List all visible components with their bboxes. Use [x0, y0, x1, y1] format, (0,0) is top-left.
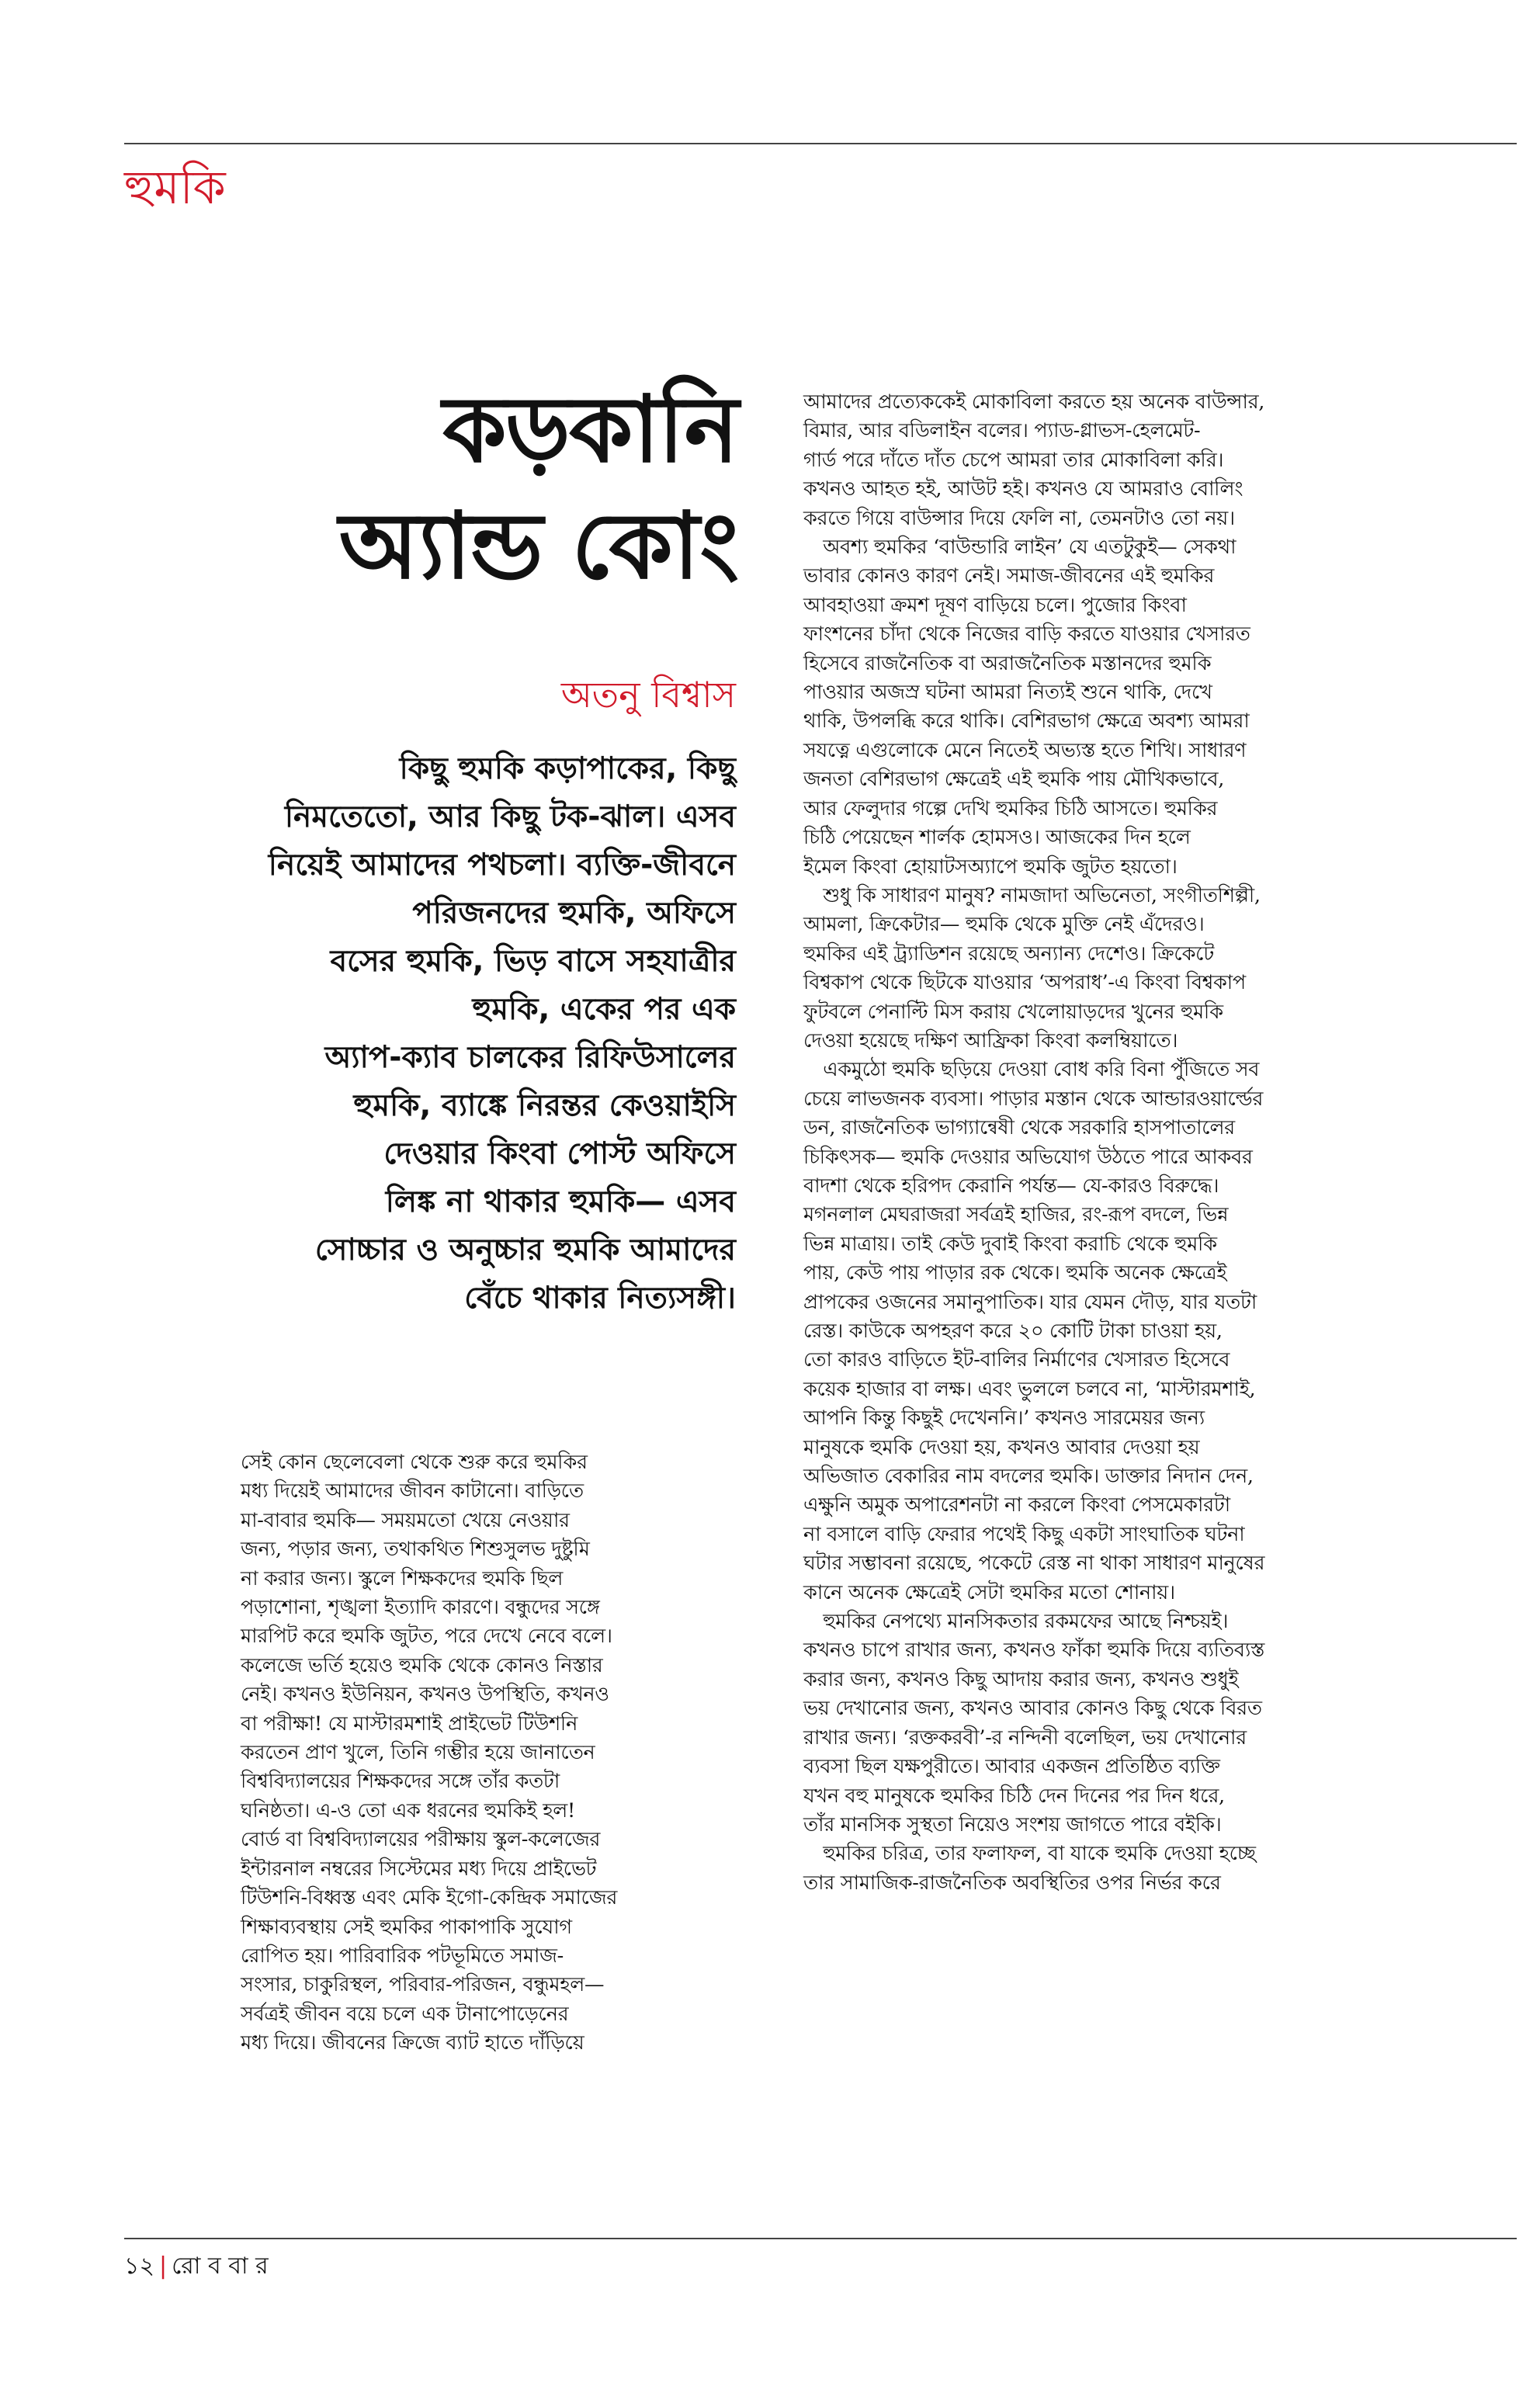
article-line: পড়াশোনা, শৃঙ্খলা ইত্যাদি কারণে। বন্ধুদের সঙ্গে — [241, 1596, 600, 1620]
section-label: হুমকি — [124, 161, 226, 215]
article-line: জন্য, পড়ার জন্য, তথাকথিত শিশুসুলভ দুষ্টুমি — [241, 1538, 590, 1562]
article-line: সংসার, চাকুরিস্থল, পরিবার-পরিজন, বন্ধুমহল— — [241, 1973, 605, 1997]
article-line: ভাবার কোনও কারণ নেই। সমাজ-জীবনের এই হুমকির — [803, 564, 1215, 588]
article-line: সর্বত্রই জীবন বয়ে চলে এক টানাপোড়েনের — [241, 2002, 569, 2026]
article-line: তার সামাজিক-রাজনৈতিক অবস্থিতির ওপর নির্ভর করে — [803, 1871, 1221, 1895]
article-line: আমলা, ক্রিকেটার— হুমকি থেকে মুক্তি নেই এঁদেরও। — [803, 913, 1205, 937]
article-line: বিমার, আর বডিলাইন বলের। প্যাড-গ্লাভস-হেলমেট- — [803, 419, 1201, 443]
article-line: ফাংশনের চাঁদা থেকে নিজের বাড়ি করতে যাওয়ার খেসারত — [803, 623, 1250, 647]
article-column-right — [803, 388, 1471, 1898]
standfirst-line: নিমতেতো, আর কিছু টক-ঝাল। এসব — [284, 799, 736, 834]
article-line: গার্ড পরে দাঁতে দাঁত চেপে আমরা তার মোকাবিলা করি। — [803, 448, 1224, 472]
article-line: তো কারও বাড়িতে ইট-বালির নির্মাণের খেসারত হিসেবে — [803, 1348, 1230, 1372]
article-line: না বসালে বাড়ি ফেরার পথেই কিছু একটা সাংঘাতিক ঘটনা — [803, 1522, 1245, 1546]
article-line: কখনও আহত হই, আউট হই। কখনও যে আমরাও বোলিং — [803, 477, 1243, 501]
article-line: করার জন্য, কখনও কিছু আদায় করার জন্য, কখনও শুধুই — [803, 1667, 1239, 1691]
standfirst-line: সোচ্চার ও অনুচ্চার হুমকি আমাদের — [314, 1233, 736, 1268]
article-line: টিউশনি-বিধ্বস্ত এবং মেকি ইগো-কেন্দ্রিক সমাজের — [241, 1886, 618, 1910]
article-line: চেয়ে লাভজনক ব্যবসা। পাড়ার মস্তান থেকে আন্ডারওয়ার্ল্ডের — [803, 1087, 1264, 1111]
article-column-left — [241, 1448, 737, 2058]
standfirst-line: দেওয়ার কিংবা পোস্ট অফিসে — [383, 1136, 736, 1171]
article-line: মারপিট করে হুমকি জুটত, পরে দেখে নেবে বলে। — [241, 1625, 612, 1649]
article-line: না করার জন্য। স্কুলে শিক্ষকদের হুমকি ছিল — [241, 1566, 564, 1590]
article-line: শুধু কি সাধারণ মানুষ? নামজাদা অভিনেতা, সংগীতশিল্পী, — [803, 883, 1261, 907]
page-footer — [124, 2255, 269, 2278]
article-line: করতে গিয়ে বাউন্সার দিয়ে ফেলি না, তেমনটাও তো নয়। — [803, 506, 1235, 530]
standfirst — [179, 745, 736, 1323]
headline — [233, 371, 737, 604]
standfirst-line: হুমকি, একের পর এক — [472, 992, 736, 1027]
article-line: হুমকির চরিত্র, তার ফলাফল, বা যাকে হুমকি দেওয়া হচ্ছে — [803, 1842, 1256, 1866]
article-line: প্রাপকের ওজনের সমানুপাতিক। যার যেমন দৌড়, যার যতটা — [803, 1290, 1257, 1314]
standfirst-line: নিয়েই আমাদের পথচলা। ব্যক্তি-জীবনে — [268, 848, 736, 883]
article-line: বা পরীক্ষা! যে মাস্টারমশাই প্রাইভেট টিউশনি — [241, 1712, 578, 1736]
article-line: পায়, কেউ পায় পাড়ার রক থেকে। হুমকি অনেক ক্ষেত্রেই — [803, 1261, 1227, 1285]
article-line: চিকিৎসক— হুমকি দেওয়ার অভিযোগ উঠতে পারে আকবর — [803, 1145, 1253, 1169]
standfirst-line: কিছু হুমকি কড়াপাকের, কিছু — [399, 751, 736, 786]
magazine-name: রো ব বা র — [172, 2253, 269, 2280]
article-line: আবহাওয়া ক্রমশ দূষণ বাড়িয়ে চলে। পুজোর কিংবা — [803, 593, 1187, 617]
article-line: নেই। কখনও ইউনিয়ন, কখনও উপস্থিতি, কখনও — [241, 1683, 609, 1707]
article-line: কয়েক হাজার বা লক্ষ। এবং ভুললে চলবে না, ‘মাস্টারমশাই, — [803, 1377, 1256, 1401]
article-line: ব্যবসা ছিল যক্ষপুরীতে। আবার একজন প্রতিষ্ঠিত ব্যক্তি — [803, 1755, 1220, 1779]
article-line: মানুষকে হুমকি দেওয়া হয়, কখনও আবার দেওয়া হয় — [803, 1435, 1200, 1459]
article-line: রোপিত হয়। পারিবারিক পটভূমিতে সমাজ- — [241, 1944, 564, 1968]
article-line: ঘটার সম্ভাবনা রয়েছে, পকেটে রেস্ত না থাকা সাধারণ মানুষের — [803, 1552, 1265, 1576]
headline-line-1: কড়কানি — [442, 376, 737, 483]
standfirst-line: পরিজনদের হুমকি, অফিসে — [412, 896, 736, 931]
article-line: একমুঠো হুমকি ছড়িয়ে দেওয়া বোধ করি বিনা পুঁজিতে সব — [803, 1058, 1260, 1082]
article-line: ডন, রাজনৈতিক ভাগ্যান্বেষী থেকে সরকারি হাসপাতালের — [803, 1116, 1235, 1140]
article-line: বিশ্ববিদ্যালয়ের শিক্ষকদের সঙ্গে তাঁর কতটা — [241, 1770, 560, 1794]
top-rule — [124, 143, 1517, 144]
article-line: দেওয়া হয়েছে দক্ষিণ আফ্রিকা কিংবা কলম্বিয়াতে। — [803, 1028, 1178, 1053]
article-line: থাকি, উপলব্ধি করে থাকি। বেশিরভাগ ক্ষেত্রে অবশ্য আমরা — [803, 709, 1250, 734]
folio-separator: | — [158, 2253, 168, 2280]
standfirst-line: অ্যাপ-ক্যাব চালকের রিফিউসালের — [324, 1040, 736, 1075]
article-line: মধ্য দিয়ে। জীবনের ক্রিজে ব্যাট হাতে দাঁড়িয়ে — [241, 2031, 584, 2055]
article-line: ইন্টারনাল নম্বরের সিস্টেমের মধ্য দিয়ে প্রাইভেট — [241, 1857, 597, 1881]
article-line: হুমকির এই ট্র্যাডিশন রয়েছে অন্যান্য দেশেও। ক্রিকেটে — [803, 942, 1214, 966]
article-line: এক্ষুনি অমুক অপারেশনটা না করলে কিংবা পেসমেকারটা — [803, 1493, 1230, 1517]
article-line: জনতা বেশিরভাগ ক্ষেত্রেই এই হুমকি পায় মৌখিকভাবে, — [803, 768, 1225, 792]
article-line: মগনলাল মেঘরাজরা সর্বত্রই হাজির, রং-রূপ বদলে, ভিন্ন — [803, 1203, 1229, 1227]
article-line: ভয় দেখানোর জন্য, কখনও আবার কোনও কিছু থেকে বিরত — [803, 1697, 1262, 1721]
article-line: মা-বাবার হুমকি— সময়মতো খেয়ে নেওয়ার — [241, 1508, 570, 1532]
article-line: কলেজে ভর্তি হয়েও হুমকি থেকে কোনও নিস্তার — [241, 1653, 603, 1677]
bottom-rule — [124, 2238, 1517, 2239]
article-line: কখনও চাপে রাখার জন্য, কখনও ফাঁকা হুমকি দিয়ে ব্যতিব্যস্ত — [803, 1639, 1265, 1663]
standfirst-line: হুমকি, ব্যাঙ্কে নিরন্তর কেওয়াইসি — [353, 1088, 736, 1123]
headline-line-2: অ্যান্ড কোং — [338, 492, 737, 599]
article-line: যখন বহু মানুষকে হুমকির চিঠি দেন দিনের পর দিন ধরে, — [803, 1784, 1225, 1808]
article-line: মধ্য দিয়েই আমাদের জীবন কাটানো। বাড়িতে — [241, 1479, 584, 1503]
article-line: ভিন্ন মাত্রায়। তাই কেউ দুবাই কিংবা করাচি থেকে হুমকি — [803, 1232, 1217, 1256]
article-line: হুমকির নেপথ্যে মানসিকতার রকমফের আছে নিশ্চয়ই। — [803, 1610, 1229, 1634]
article-line: সযত্নে এগুলোকে মেনে নিতেই অভ্যস্ত হতে শিখি। সাধারণ — [803, 738, 1247, 762]
article-line: বাদশা থেকে হরিপদ কেরানি পর্যন্ত— যে-কারও বিরুদ্ধে। — [803, 1174, 1219, 1198]
article-line: ঘনিষ্ঠতা। এ-ও তো এক ধরনের হুমকিই হল! — [241, 1798, 575, 1822]
standfirst-line: বসের হুমকি, ভিড় বাসে সহযাত্রীর — [330, 944, 736, 979]
page-number: ১২ — [124, 2253, 154, 2280]
article-line: সেই কোন ছেলেবেলা থেকে শুরু করে হুমকির — [241, 1451, 588, 1474]
article-line: রেস্ত। কাউকে অপহরণ করে ২০ কোটি টাকা চাওয়া হয়, — [803, 1320, 1223, 1343]
article-line: আমাদের প্রত্যেককেই মোকাবিলা করতে হয় অনেক বাউন্সার, — [803, 390, 1265, 414]
article-line: শিক্ষাব্যবস্থায় সেই হুমকির পাকাপাকি সুযোগ — [241, 1915, 572, 1939]
article-line: তাঁর মানসিক সুস্থতা নিয়েও সংশয় জাগতে পারে বইকি। — [803, 1812, 1222, 1836]
article-line: আপনি কিন্তু কিছুই দেখেননি।’ কখনও সারমেয়র জন্য — [803, 1406, 1205, 1431]
article-line: অভিজাত বেকারির নাম বদলের হুমকি। ডাক্তার নিদান দেন, — [803, 1465, 1254, 1489]
article-line: আর ফেলুদার গল্পে দেখি হুমকির চিঠি আসতে। হুমকির — [803, 796, 1218, 820]
article-line: কানে অনেক ক্ষেত্রেই সেটা হুমকির মতো শোনায়। — [803, 1580, 1175, 1604]
article-line: রাখার জন্য। ‘রক্তকরবী’-র নন্দিনী বলেছিল, ভয় দেখানোর — [803, 1725, 1247, 1750]
byline: অতনু বিশ্বাস — [560, 674, 736, 716]
article-line: বিশ্বকাপ থেকে ছিটকে যাওয়ার ‘অপরাধ’-এ কিংবা বিশ্বকাপ — [803, 971, 1246, 995]
article-line: করতেন প্রাণ খুলে, তিনি গম্ভীর হয়ে জানাতেন — [241, 1741, 595, 1765]
article-line: অবশ্য হুমকির ‘বাউন্ডারি লাইন’ যে এতটুকুই— সেকথা — [803, 536, 1237, 560]
article-line: ফুটবলে পেনাল্টি মিস করায় খেলোয়াড়দের খুনের হুমকি — [803, 1000, 1223, 1024]
standfirst-line: বেঁচে থাকার নিত্যসঙ্গী। — [464, 1281, 736, 1316]
article-line: হিসেবে রাজনৈতিক বা অরাজনৈতিক মস্তানদের হুমকি — [803, 651, 1212, 675]
article-line: বোর্ড বা বিশ্ববিদ্যালয়ের পরীক্ষায় স্কুল-কলেজের — [241, 1828, 601, 1852]
standfirst-line: লিঙ্ক না থাকার হুমকি— এসব — [385, 1184, 736, 1219]
article-line: ইমেল কিংবা হোয়াটসঅ্যাপে হুমকি জুটত হয়তো। — [803, 855, 1178, 879]
article-line: পাওয়ার অজস্র ঘটনা আমরা নিত্যই শুনে থাকি, দেখে — [803, 681, 1212, 705]
article-line: চিঠি পেয়েছেন শার্লক হোমসও। আজকের দিন হলে — [803, 826, 1191, 850]
